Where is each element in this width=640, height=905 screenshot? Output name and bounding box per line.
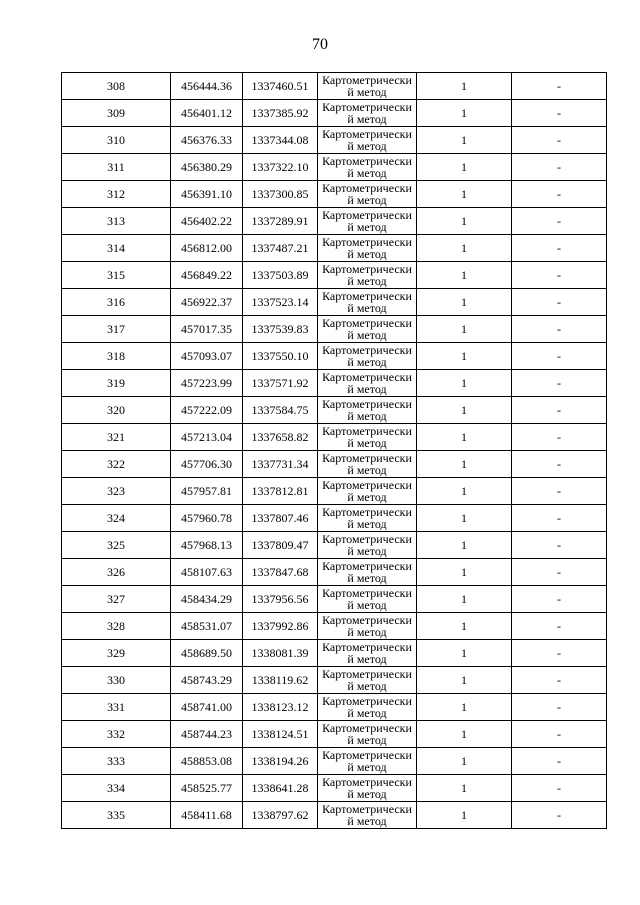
method-text-line: й метод	[347, 517, 387, 531]
method-text-line: й метод	[347, 436, 387, 450]
note-cell: -	[512, 748, 607, 775]
note-cell: -	[512, 532, 607, 559]
point-number-cell: 323	[62, 478, 171, 505]
method-cell	[318, 667, 417, 694]
point-number-cell: 321	[62, 424, 171, 451]
table-row	[62, 478, 607, 505]
table-row	[62, 532, 607, 559]
y-coordinate-cell: 1337812.81	[243, 478, 318, 505]
method-cell	[318, 127, 417, 154]
point-number-cell: 335	[62, 802, 171, 829]
precision-cell: 1	[417, 262, 512, 289]
y-coordinate-cell: 1337300.85	[243, 181, 318, 208]
table-row	[62, 370, 607, 397]
method-cell	[318, 262, 417, 289]
x-coordinate-cell: 456380.29	[171, 154, 243, 181]
method-text-line: Картометрически	[322, 181, 412, 195]
table-row	[62, 343, 607, 370]
y-coordinate-cell: 1338123.12	[243, 694, 318, 721]
table-row	[62, 694, 607, 721]
method-cell	[318, 748, 417, 775]
note-cell: -	[512, 613, 607, 640]
y-coordinate-cell: 1338081.39	[243, 640, 318, 667]
y-coordinate-cell: 1337344.08	[243, 127, 318, 154]
precision-cell: 1	[417, 235, 512, 262]
method-text-line: Картометрически	[322, 748, 412, 762]
precision-cell: 1	[417, 127, 512, 154]
precision-cell: 1	[417, 154, 512, 181]
point-number-cell: 330	[62, 667, 171, 694]
note-cell: -	[512, 154, 607, 181]
method-text-line: й метод	[347, 814, 387, 828]
method-text-line: й метод	[347, 544, 387, 558]
method-text-line: й метод	[347, 571, 387, 585]
table-row	[62, 613, 607, 640]
method-cell	[318, 451, 417, 478]
method-cell	[318, 289, 417, 316]
x-coordinate-cell: 456402.22	[171, 208, 243, 235]
y-coordinate-cell: 1337503.89	[243, 262, 318, 289]
y-coordinate-cell: 1337571.92	[243, 370, 318, 397]
method-cell	[318, 208, 417, 235]
precision-cell: 1	[417, 775, 512, 802]
method-text-line: Картометрически	[322, 694, 412, 708]
x-coordinate-cell: 458744.23	[171, 721, 243, 748]
method-text-line: Картометрически	[322, 775, 412, 789]
note-cell: -	[512, 343, 607, 370]
point-number-cell: 318	[62, 343, 171, 370]
method-text-line: й метод	[347, 274, 387, 288]
method-text-line: Картометрически	[322, 586, 412, 600]
note-cell: -	[512, 478, 607, 505]
precision-cell: 1	[417, 316, 512, 343]
method-text-line: й метод	[347, 220, 387, 234]
method-text-line: Картометрически	[322, 424, 412, 438]
x-coordinate-cell: 457222.09	[171, 397, 243, 424]
note-cell: -	[512, 397, 607, 424]
table-row	[62, 100, 607, 127]
precision-cell: 1	[417, 100, 512, 127]
method-text-line: й метод	[347, 679, 387, 693]
method-text-line: й метод	[347, 787, 387, 801]
point-number-cell: 314	[62, 235, 171, 262]
table-row	[62, 73, 607, 100]
method-cell	[318, 505, 417, 532]
note-cell: -	[512, 208, 607, 235]
y-coordinate-cell: 1337460.51	[243, 73, 318, 100]
point-number-cell: 309	[62, 100, 171, 127]
point-number-cell: 315	[62, 262, 171, 289]
table-row	[62, 127, 607, 154]
point-number-cell: 331	[62, 694, 171, 721]
x-coordinate-cell: 457957.81	[171, 478, 243, 505]
method-text-line: Картометрически	[322, 667, 412, 681]
method-cell	[318, 802, 417, 829]
point-number-cell: 327	[62, 586, 171, 613]
x-coordinate-cell: 456812.00	[171, 235, 243, 262]
coordinates-table	[61, 72, 607, 829]
method-cell	[318, 559, 417, 586]
precision-cell: 1	[417, 289, 512, 316]
method-text-line: й метод	[347, 409, 387, 423]
x-coordinate-cell: 457017.35	[171, 316, 243, 343]
method-text-line: й метод	[347, 733, 387, 747]
method-text-line: Картометрически	[322, 154, 412, 168]
table-row	[62, 505, 607, 532]
method-text-line: Картометрически	[322, 343, 412, 357]
method-text-line: й метод	[347, 355, 387, 369]
method-text-line: й метод	[347, 112, 387, 126]
precision-cell: 1	[417, 802, 512, 829]
method-text-line: й метод	[347, 652, 387, 666]
method-text-line: Картометрически	[322, 127, 412, 141]
point-number-cell: 316	[62, 289, 171, 316]
point-number-cell: 324	[62, 505, 171, 532]
method-text-line: й метод	[347, 328, 387, 342]
point-number-cell: 310	[62, 127, 171, 154]
point-number-cell: 322	[62, 451, 171, 478]
method-cell	[318, 154, 417, 181]
precision-cell: 1	[417, 505, 512, 532]
note-cell: -	[512, 802, 607, 829]
note-cell: -	[512, 775, 607, 802]
method-cell	[318, 424, 417, 451]
y-coordinate-cell: 1337539.83	[243, 316, 318, 343]
table-row	[62, 289, 607, 316]
y-coordinate-cell: 1337809.47	[243, 532, 318, 559]
y-coordinate-cell: 1337658.82	[243, 424, 318, 451]
method-text-line: й метод	[347, 166, 387, 180]
note-cell: -	[512, 721, 607, 748]
table-body	[62, 73, 607, 829]
method-text-line: Картометрически	[322, 640, 412, 654]
method-text-line: Картометрически	[322, 478, 412, 492]
note-cell: -	[512, 586, 607, 613]
note-cell: -	[512, 640, 607, 667]
table-row	[62, 181, 607, 208]
note-cell: -	[512, 370, 607, 397]
precision-cell: 1	[417, 424, 512, 451]
precision-cell: 1	[417, 748, 512, 775]
precision-cell: 1	[417, 640, 512, 667]
method-text-line: й метод	[347, 382, 387, 396]
x-coordinate-cell: 456922.37	[171, 289, 243, 316]
x-coordinate-cell: 458853.08	[171, 748, 243, 775]
note-cell: -	[512, 181, 607, 208]
table-row	[62, 235, 607, 262]
method-text-line: Картометрически	[322, 559, 412, 573]
method-cell	[318, 640, 417, 667]
point-number-cell: 320	[62, 397, 171, 424]
precision-cell: 1	[417, 397, 512, 424]
method-text-line: й метод	[347, 625, 387, 639]
note-cell: -	[512, 289, 607, 316]
y-coordinate-cell: 1337385.92	[243, 100, 318, 127]
y-coordinate-cell: 1337992.86	[243, 613, 318, 640]
precision-cell: 1	[417, 694, 512, 721]
y-coordinate-cell: 1337956.56	[243, 586, 318, 613]
table-row	[62, 721, 607, 748]
method-cell	[318, 397, 417, 424]
method-text-line: й метод	[347, 760, 387, 774]
method-text-line: й метод	[347, 301, 387, 315]
note-cell: -	[512, 100, 607, 127]
method-cell	[318, 181, 417, 208]
method-text-line: Картометрически	[322, 721, 412, 735]
x-coordinate-cell: 458689.50	[171, 640, 243, 667]
y-coordinate-cell: 1337550.10	[243, 343, 318, 370]
table-row	[62, 424, 607, 451]
x-coordinate-cell: 456849.22	[171, 262, 243, 289]
method-cell	[318, 343, 417, 370]
method-text-line: Картометрически	[322, 316, 412, 330]
method-text-line: Картометрически	[322, 289, 412, 303]
method-cell	[318, 73, 417, 100]
x-coordinate-cell: 456376.33	[171, 127, 243, 154]
x-coordinate-cell: 458525.77	[171, 775, 243, 802]
x-coordinate-cell: 458434.29	[171, 586, 243, 613]
precision-cell: 1	[417, 667, 512, 694]
y-coordinate-cell: 1337322.10	[243, 154, 318, 181]
note-cell: -	[512, 667, 607, 694]
page-number: 70	[312, 36, 328, 53]
precision-cell: 1	[417, 73, 512, 100]
method-text-line: й метод	[347, 139, 387, 153]
table-row	[62, 586, 607, 613]
x-coordinate-cell: 457213.04	[171, 424, 243, 451]
point-number-cell: 311	[62, 154, 171, 181]
note-cell: -	[512, 559, 607, 586]
precision-cell: 1	[417, 478, 512, 505]
note-cell: -	[512, 262, 607, 289]
point-number-cell: 312	[62, 181, 171, 208]
method-cell	[318, 586, 417, 613]
y-coordinate-cell: 1337289.91	[243, 208, 318, 235]
point-number-cell: 317	[62, 316, 171, 343]
note-cell: -	[512, 694, 607, 721]
point-number-cell: 328	[62, 613, 171, 640]
x-coordinate-cell: 456401.12	[171, 100, 243, 127]
method-cell	[318, 721, 417, 748]
method-text-line: й метод	[347, 490, 387, 504]
note-cell: -	[512, 73, 607, 100]
point-number-cell: 333	[62, 748, 171, 775]
precision-cell: 1	[417, 451, 512, 478]
note-cell: -	[512, 127, 607, 154]
table-row	[62, 748, 607, 775]
method-cell	[318, 775, 417, 802]
precision-cell: 1	[417, 370, 512, 397]
note-cell: -	[512, 451, 607, 478]
table-row	[62, 208, 607, 235]
precision-cell: 1	[417, 721, 512, 748]
precision-cell: 1	[417, 181, 512, 208]
point-number-cell: 319	[62, 370, 171, 397]
point-number-cell: 334	[62, 775, 171, 802]
table-row	[62, 397, 607, 424]
method-text-line: Картометрически	[322, 100, 412, 114]
y-coordinate-cell: 1337523.14	[243, 289, 318, 316]
y-coordinate-cell: 1338119.62	[243, 667, 318, 694]
table-row	[62, 667, 607, 694]
method-text-line: й метод	[347, 598, 387, 612]
method-cell	[318, 235, 417, 262]
y-coordinate-cell: 1338124.51	[243, 721, 318, 748]
precision-cell: 1	[417, 613, 512, 640]
y-coordinate-cell: 1338194.26	[243, 748, 318, 775]
table-row	[62, 640, 607, 667]
y-coordinate-cell: 1338641.28	[243, 775, 318, 802]
point-number-cell: 329	[62, 640, 171, 667]
method-cell	[318, 478, 417, 505]
precision-cell: 1	[417, 532, 512, 559]
method-text-line: Картометрически	[322, 397, 412, 411]
note-cell: -	[512, 424, 607, 451]
note-cell: -	[512, 505, 607, 532]
method-cell	[318, 370, 417, 397]
y-coordinate-cell: 1337807.46	[243, 505, 318, 532]
x-coordinate-cell: 457223.99	[171, 370, 243, 397]
table-row	[62, 316, 607, 343]
x-coordinate-cell: 456391.10	[171, 181, 243, 208]
method-text-line: Картометрически	[322, 802, 412, 816]
precision-cell: 1	[417, 208, 512, 235]
method-text-line: Картометрически	[322, 208, 412, 222]
method-text-line: й метод	[347, 463, 387, 477]
y-coordinate-cell: 1338797.62	[243, 802, 318, 829]
point-number-cell: 326	[62, 559, 171, 586]
method-text-line: Картометрически	[322, 370, 412, 384]
table-row	[62, 451, 607, 478]
method-text-line: й метод	[347, 247, 387, 261]
method-text-line: й метод	[347, 706, 387, 720]
method-cell	[318, 532, 417, 559]
method-text-line: Картометрически	[322, 613, 412, 627]
point-number-cell: 325	[62, 532, 171, 559]
y-coordinate-cell: 1337487.21	[243, 235, 318, 262]
method-text-line: Картометрически	[322, 451, 412, 465]
y-coordinate-cell: 1337731.34	[243, 451, 318, 478]
note-cell: -	[512, 235, 607, 262]
method-text-line: Картометрически	[322, 532, 412, 546]
point-number-cell: 308	[62, 73, 171, 100]
table-row	[62, 262, 607, 289]
point-number-cell: 332	[62, 721, 171, 748]
table-row	[62, 559, 607, 586]
method-text-line: й метод	[347, 85, 387, 99]
x-coordinate-cell: 456444.36	[171, 73, 243, 100]
precision-cell: 1	[417, 343, 512, 370]
method-text-line: Картометрически	[322, 262, 412, 276]
x-coordinate-cell: 458741.00	[171, 694, 243, 721]
point-number-cell: 313	[62, 208, 171, 235]
y-coordinate-cell: 1337847.68	[243, 559, 318, 586]
x-coordinate-cell: 458107.63	[171, 559, 243, 586]
method-text-line: Картометрически	[322, 73, 412, 87]
method-cell	[318, 100, 417, 127]
method-text-line: Картометрически	[322, 505, 412, 519]
x-coordinate-cell: 457968.13	[171, 532, 243, 559]
note-cell: -	[512, 316, 607, 343]
table-row	[62, 802, 607, 829]
method-text-line: й метод	[347, 193, 387, 207]
x-coordinate-cell: 457093.07	[171, 343, 243, 370]
table-row	[62, 154, 607, 181]
x-coordinate-cell: 458743.29	[171, 667, 243, 694]
table-row	[62, 775, 607, 802]
x-coordinate-cell: 457960.78	[171, 505, 243, 532]
method-cell	[318, 316, 417, 343]
method-text-line: Картометрически	[322, 235, 412, 249]
method-cell	[318, 613, 417, 640]
precision-cell: 1	[417, 559, 512, 586]
y-coordinate-cell: 1337584.75	[243, 397, 318, 424]
x-coordinate-cell: 458531.07	[171, 613, 243, 640]
x-coordinate-cell: 457706.30	[171, 451, 243, 478]
precision-cell: 1	[417, 586, 512, 613]
method-cell	[318, 694, 417, 721]
x-coordinate-cell: 458411.68	[171, 802, 243, 829]
